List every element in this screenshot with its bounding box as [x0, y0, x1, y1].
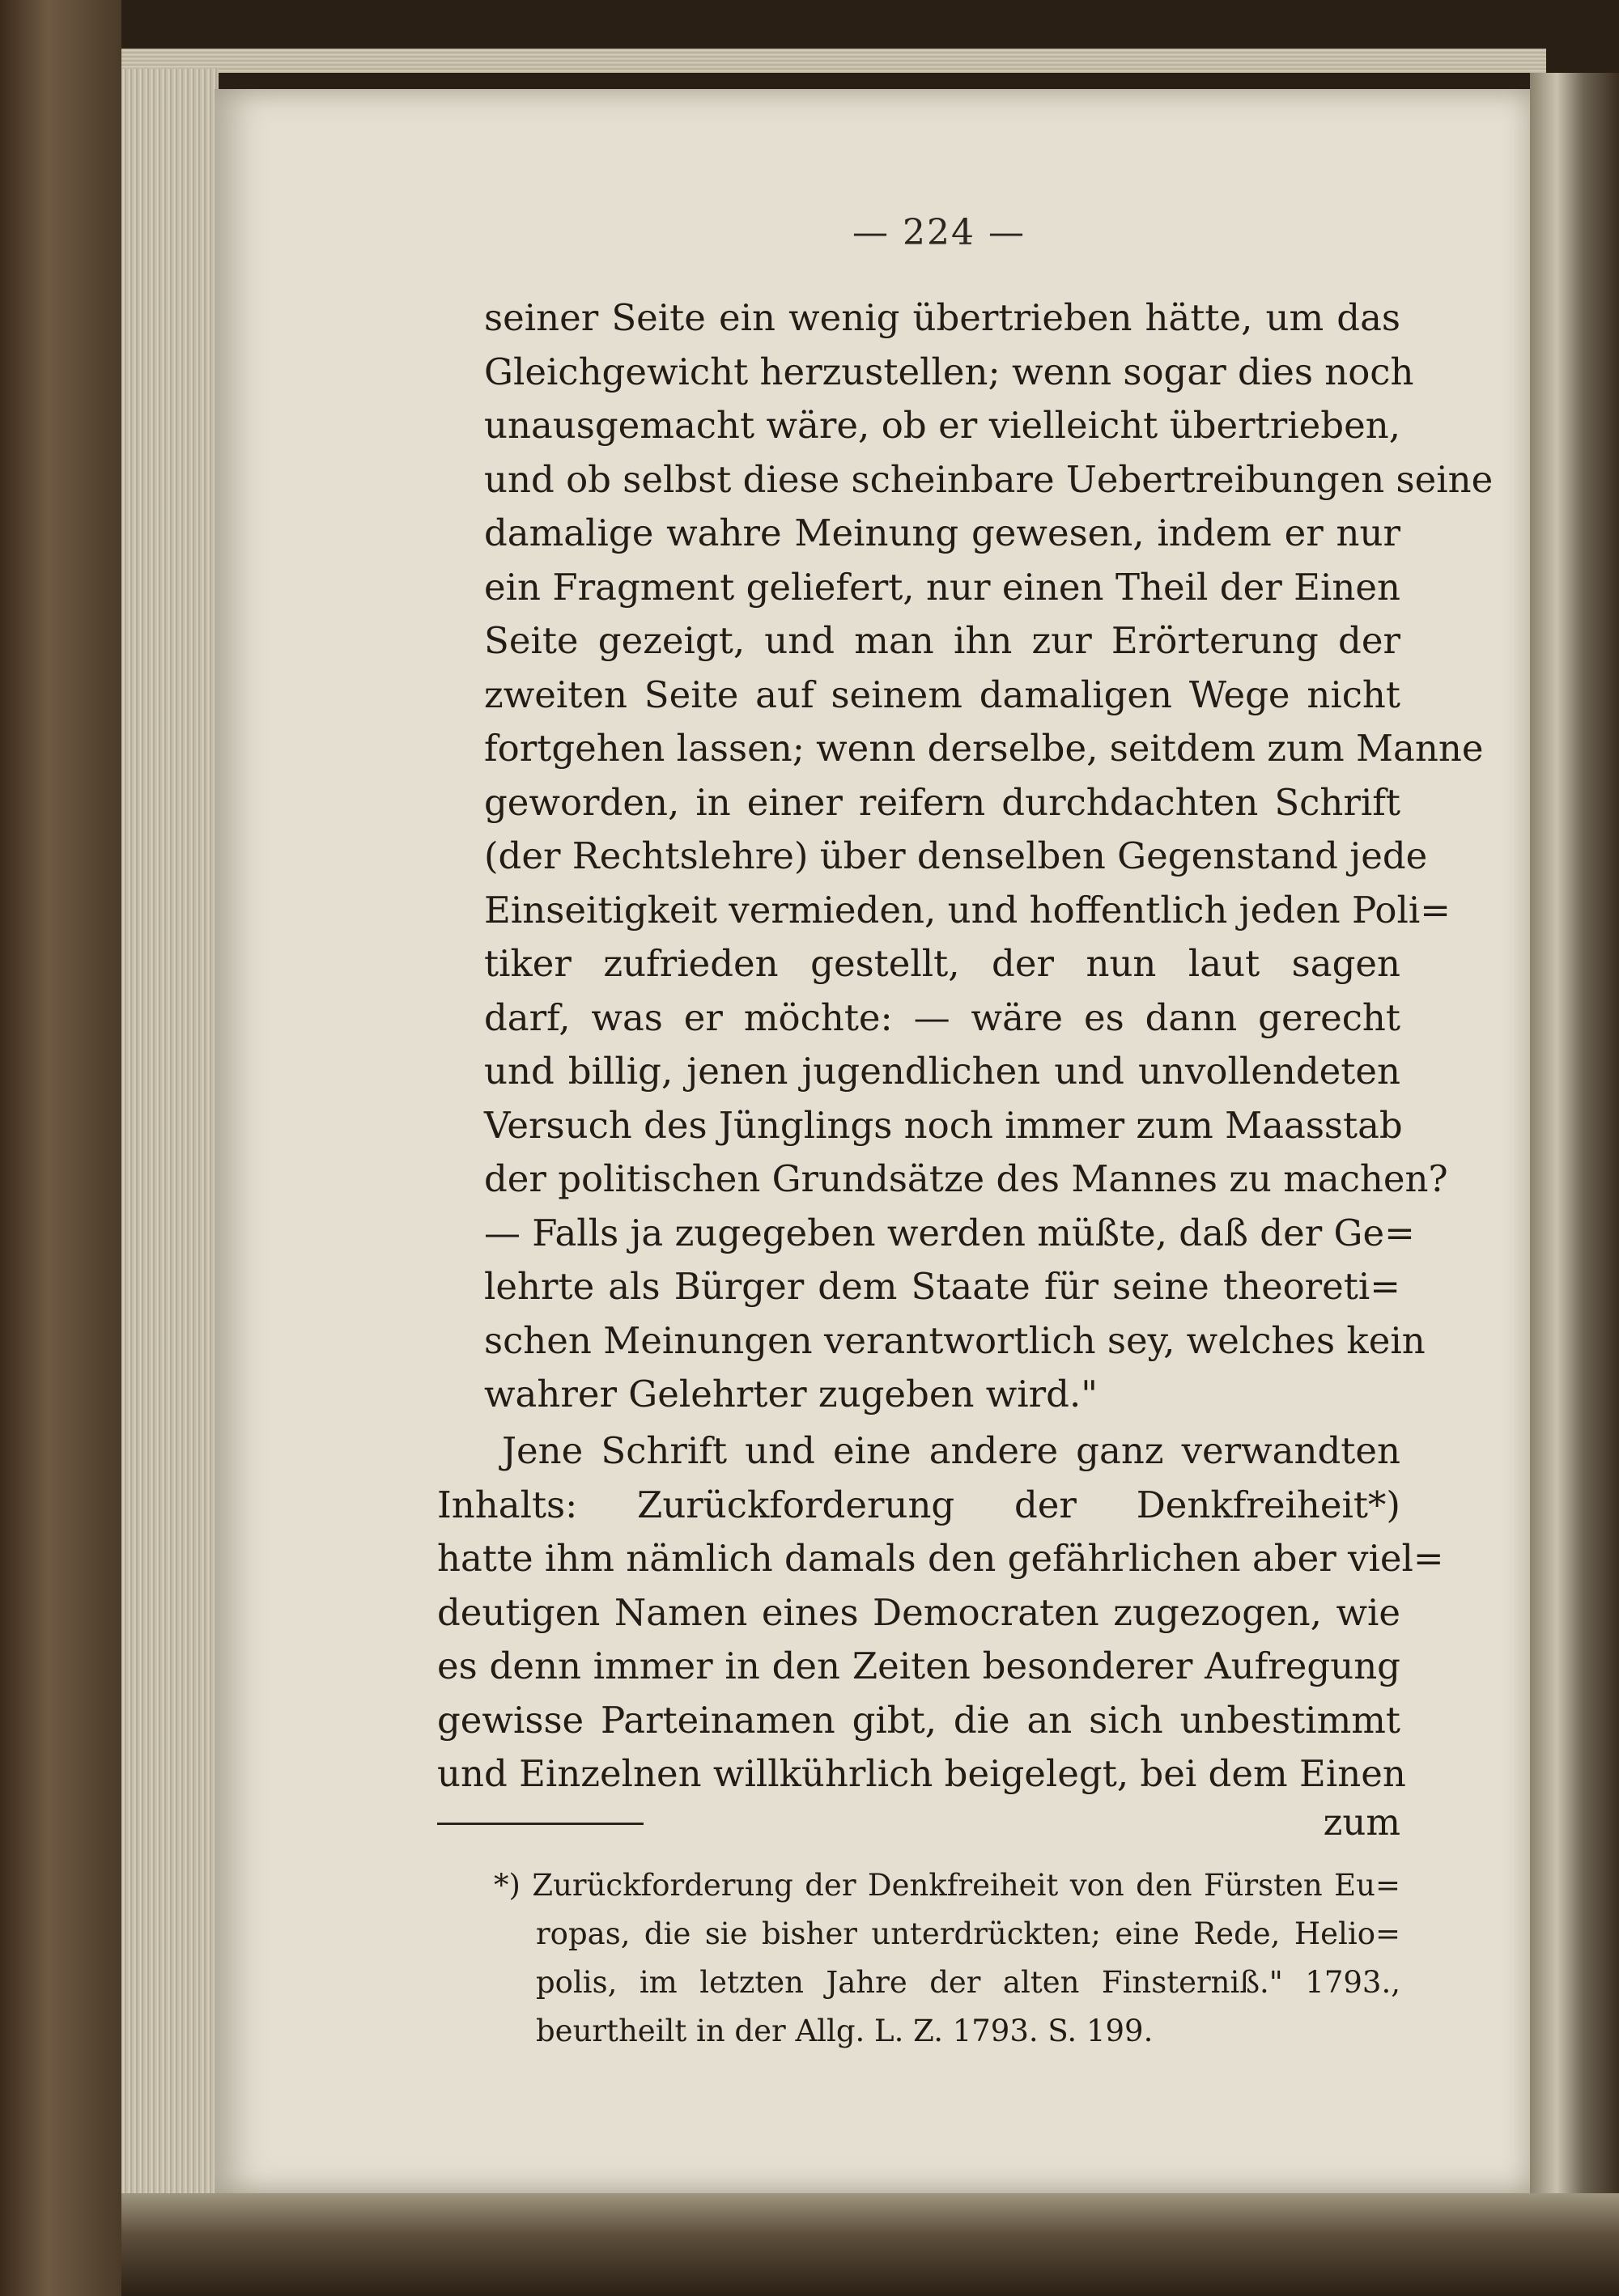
text-line: es denn immer in den Zeiten besonderer Aufregung — [437, 1645, 1400, 1687]
book-cover-left — [0, 0, 121, 2296]
text-line: Inhalts: Zurückforderung der Denkfreiheit*) — [437, 1483, 1400, 1526]
footnote — [494, 1861, 1400, 2056]
page-block-edges — [121, 69, 219, 2205]
text-line: Seite gezeigt, und man ihn zur Erörterung der — [484, 619, 1400, 662]
text-line: und Einzelnen willkührlich beigelegt, bei dem Einen — [437, 1752, 1406, 1795]
text-line: Versuch des Jünglings noch immer zum Maasstab — [484, 1103, 1403, 1147]
text-line: und billig, jenen jugendlichen und unvollendeten — [484, 1050, 1400, 1093]
footnote-line: ropas, die sie bisher unterdrückten; eine Rede, Helio= — [536, 1916, 1400, 1951]
text-line: deutigen Namen eines Democraten zugezogen, wie — [437, 1590, 1400, 1634]
book-bottom-edge — [121, 2193, 1619, 2296]
text-line: damalige wahre Meinung gewesen, indem er nur — [484, 511, 1400, 554]
text-line: geworden, in einer reifern durchdachten Schrift — [484, 780, 1400, 824]
text-line: zweiten Seite auf seinem damaligen Wege nicht — [484, 673, 1400, 716]
text-line: der politischen Grundsätze des Mannes zu machen? — [484, 1157, 1448, 1200]
footnote-rule — [437, 1823, 644, 1825]
text-line: gewisse Parteinamen gibt, die an sich unbestimmt — [437, 1698, 1400, 1742]
footnote-line: *) Zurückforderung der Denkfreiheit von den Fürsten Eu= — [494, 1868, 1400, 1903]
page-number: — 224 — — [852, 212, 1026, 253]
footnote-line: beurtheilt in der Allg. L. Z. 1793. S. 199. — [536, 2014, 1154, 2048]
text-line: ein Fragment geliefert, nur einen Theil der Einen — [484, 565, 1400, 609]
paragraph-2 — [437, 1424, 1444, 1802]
paragraph-1 — [484, 291, 1494, 1422]
text-line: tiker zufrieden gestellt, der nun laut sagen — [484, 942, 1400, 985]
text-line: (der Rechtslehre) über denselben Gegenstand jede — [484, 834, 1428, 877]
text-line: — Falls ja zugegeben werden müßte, daß der Ge= — [484, 1211, 1415, 1254]
gutter-right — [1530, 73, 1619, 2217]
text-line: fortgehen lassen; wenn derselbe, seitdem zum Manne — [484, 727, 1484, 770]
text-line: seiner Seite ein wenig übertrieben hätte, um das — [484, 296, 1400, 339]
text-line: hatte ihm nämlich damals den gefährlichen aber viel= — [437, 1537, 1444, 1580]
text-line: Einseitigkeit vermieden, und hoffentlich jeden Poli= — [484, 888, 1451, 932]
text-line: und ob selbst diese scheinbare Uebertreibungen seine — [484, 457, 1494, 501]
text-line: schen Meinungen verantwortlich sey, welches kein — [484, 1318, 1426, 1362]
text-line: darf, was er möchte: — wäre es dann gerecht — [484, 995, 1400, 1039]
text-line: wahrer Gelehrter zugeben wird." — [484, 1373, 1098, 1415]
catchword: zum — [1323, 1801, 1400, 1844]
text-line: Jene Schrift und eine andere ganz verwandten — [502, 1429, 1400, 1472]
footnote-line: polis, im letzten Jahre der alten Finsterniß." 1793., — [536, 1965, 1400, 2000]
text-line: lehrte als Bürger dem Staate für seine theoreti= — [484, 1265, 1400, 1308]
text-line: unausgemacht wäre, ob er vielleicht übertrieben, — [484, 404, 1400, 447]
page-top-edge — [121, 49, 1546, 73]
text-line: Gleichgewicht herzustellen; wenn sogar dies noch — [484, 350, 1414, 393]
